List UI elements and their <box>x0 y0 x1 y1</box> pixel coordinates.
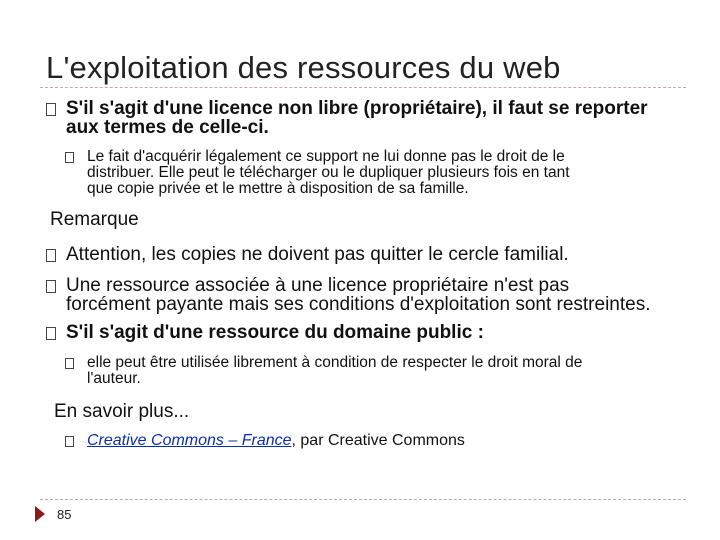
bullet-item <box>46 276 686 316</box>
bullet-square-icon <box>46 327 56 340</box>
bullet-square-icon <box>65 358 74 369</box>
bullet-item <box>46 323 686 345</box>
section-heading-more: En savoir plus... <box>54 401 190 422</box>
bullet-line: forcément payante mais ses conditions d'exploitation sont restreintes. <box>66 294 651 315</box>
section-heading-remarque: Remarque <box>50 209 139 230</box>
bullet-line: S'il s'agit d'une licence non libre (propriétaire), il faut se reporter <box>66 98 648 119</box>
bullet-text: Attention, les copies ne doivent pas quitter le cercle familial. <box>66 244 569 265</box>
bullet-line: aux termes de celle-ci. <box>66 117 269 138</box>
bullet-square-icon <box>65 152 74 163</box>
sub-bullet-item <box>65 433 685 453</box>
bullet-text: S'il s'agit d'une ressource du domaine public : <box>66 322 484 343</box>
sub-bullet-line: l'auteur. <box>87 370 141 387</box>
sub-bullet-line: distribuer. Elle peut le télécharger ou le dupliquer plusieurs fois en tant <box>87 164 570 181</box>
bullet-item <box>46 245 686 267</box>
sub-bullet-item <box>65 149 685 199</box>
sub-bullet-line: que copie privée et le mettre à disposition de sa famille. <box>87 180 469 197</box>
bullet-line: Une ressource associée à une licence propriétaire n'est pas <box>66 275 570 296</box>
bullet-text <box>66 276 686 314</box>
bullet-square-icon <box>46 103 56 116</box>
link-suffix: , par Creative Commons <box>291 432 465 449</box>
page-arrow-icon <box>35 506 45 522</box>
sub-bullet-line: elle peut être utilisée librement à condition de respecter le droit moral de <box>87 354 583 371</box>
bullet-square-icon <box>65 436 74 447</box>
creative-commons-link[interactable]: Creative Commons – France <box>87 432 292 449</box>
sub-bullet-text <box>87 433 685 449</box>
title-divider <box>40 87 686 88</box>
sub-bullet-item <box>65 355 685 389</box>
bullet-text <box>66 99 686 137</box>
bullet-square-icon <box>46 280 56 293</box>
bullet-item <box>46 99 686 139</box>
sub-bullet-text <box>87 149 685 197</box>
footer-divider <box>40 499 686 500</box>
sub-bullet-text <box>87 355 685 387</box>
page-number: 85 <box>57 507 72 522</box>
slide-title: L'exploitation des ressources du web <box>46 50 561 85</box>
bullet-square-icon <box>46 249 56 262</box>
sub-bullet-line: Le fait d'acquérir légalement ce support ne lui donne pas le droit de le <box>87 148 565 165</box>
